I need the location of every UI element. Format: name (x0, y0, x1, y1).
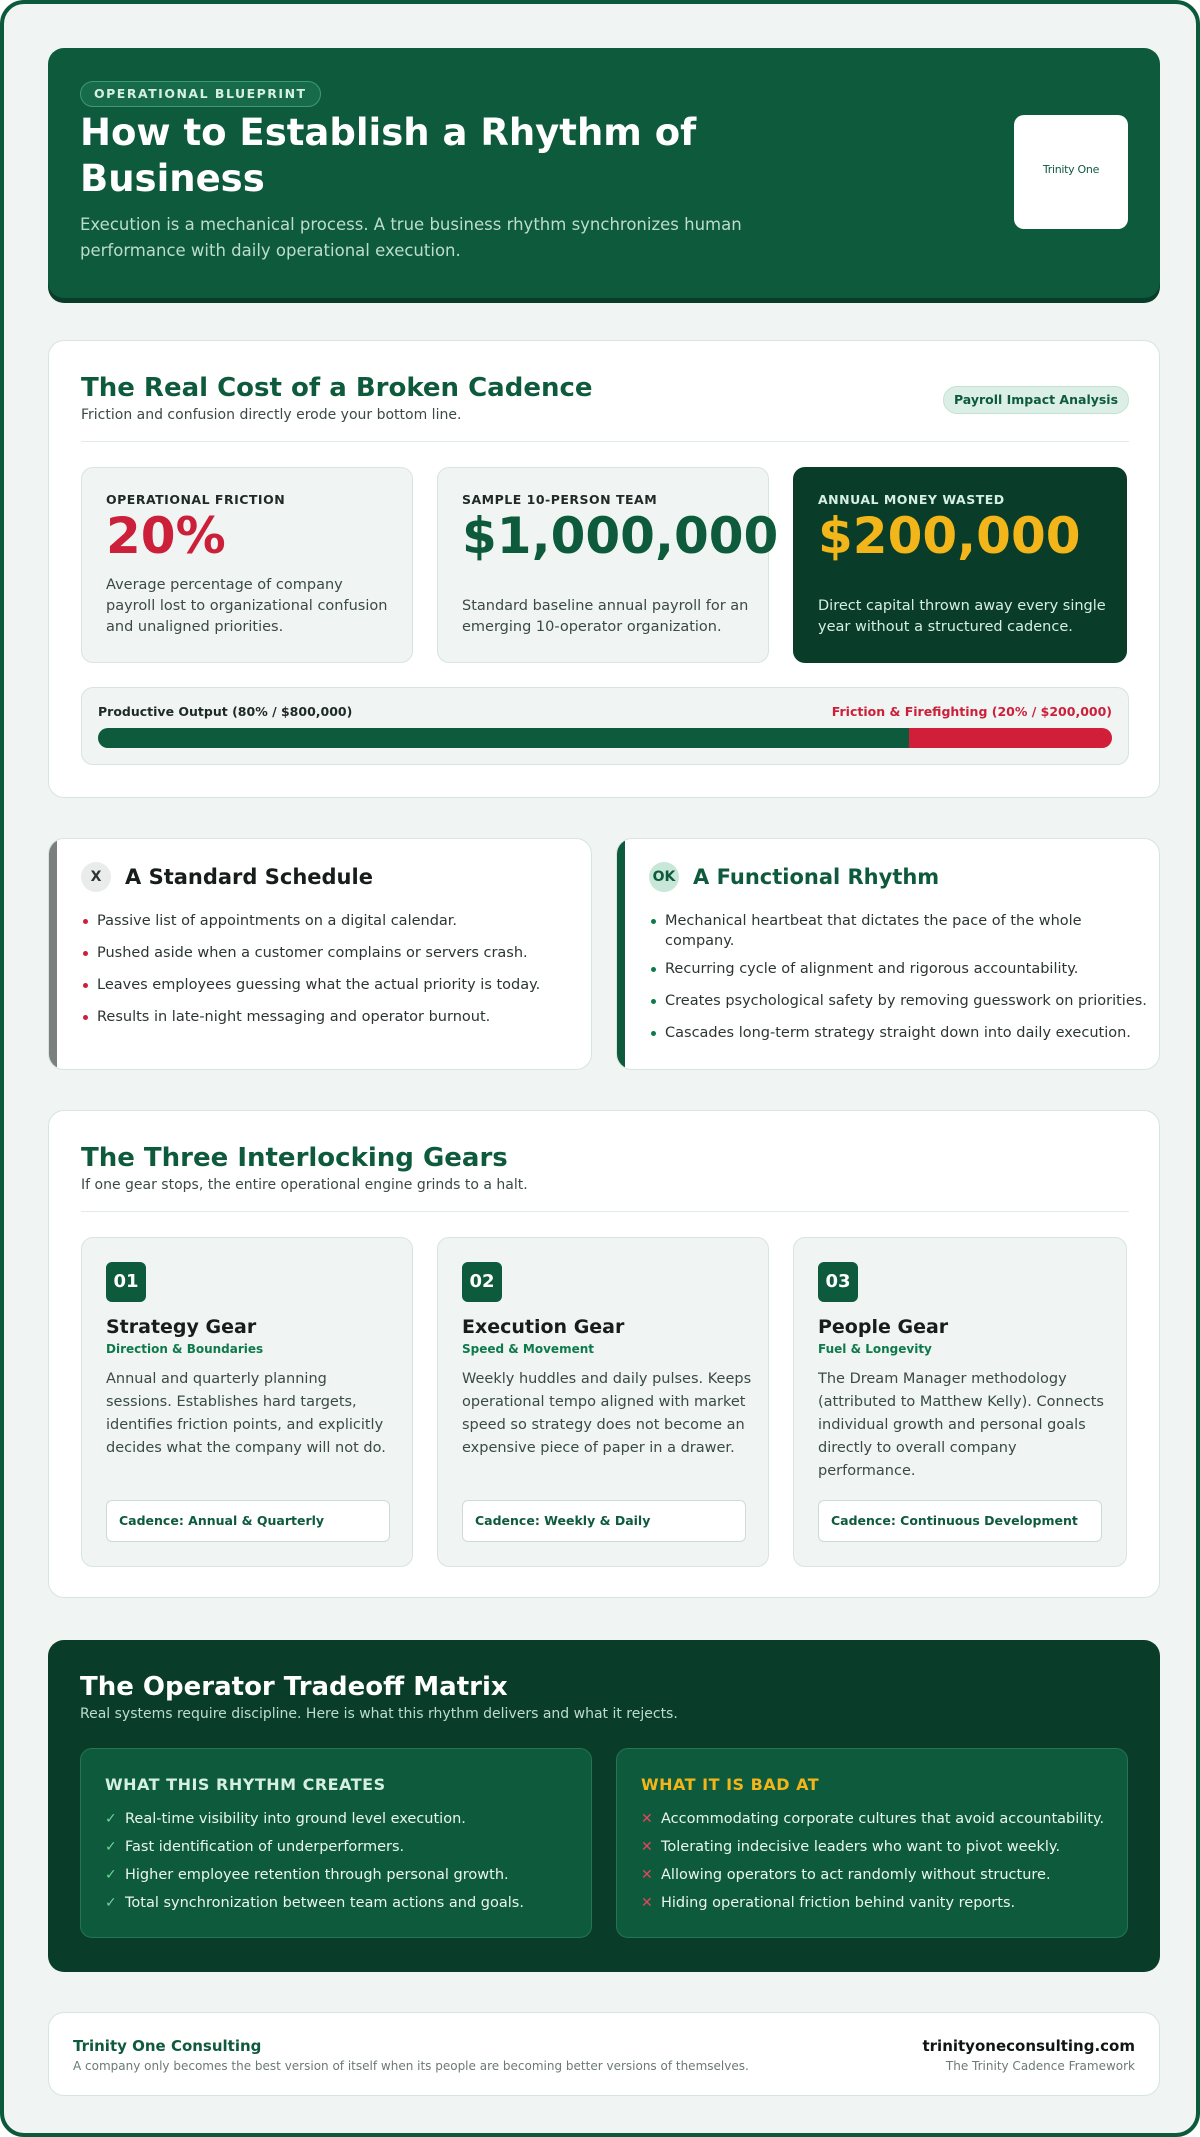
cost-subtitle: Friction and confusion directly erode your bottom line. (81, 407, 462, 423)
check-icon: OK (649, 862, 679, 892)
functional-title: A Functional Rhythm (693, 865, 940, 889)
gear-number: 03 (818, 1262, 858, 1302)
tradeoff-matrix (48, 1640, 1160, 1972)
check-icon: ✓ (105, 1895, 117, 1911)
check-icon: ✓ (105, 1839, 117, 1855)
bullet-icon (651, 999, 656, 1004)
standard-schedule-card (48, 838, 592, 1070)
gears-card (48, 1110, 1160, 1598)
list-item: Results in late-night messaging and operator burnout. (97, 1009, 491, 1025)
standard-title: A Standard Schedule (125, 865, 373, 889)
hero-banner (48, 48, 1160, 298)
list-item: Leaves employees guessing what the actual priority is today. (97, 977, 541, 993)
list-item: Real-time visibility into ground level execution. (125, 1811, 466, 1827)
bad-at-heading: WHAT IT IS BAD AT (641, 1775, 820, 1794)
productive-segment (98, 728, 909, 748)
gear-desc: Weekly huddles and daily pulses. Keeps operational tempo aligned with market speed so strategy does not become an expensive piece of paper in a drawer. (462, 1371, 752, 1456)
list-item: Mechanical heartbeat that dictates the pace of the whole company. (665, 913, 1082, 949)
list-item: Recurring cycle of alignment and rigorous accountability. (665, 961, 1079, 977)
cross-icon: ✕ (641, 1867, 653, 1883)
gear-subtitle: Fuel & Longevity (818, 1342, 932, 1356)
gear-strategy (81, 1237, 413, 1567)
creates-panel (80, 1748, 592, 1938)
stat-desc: Standard baseline annual payroll for an emerging 10-operator organization. (462, 598, 749, 635)
gear-title: People Gear (818, 1316, 949, 1338)
matrix-subtitle: Real systems require discipline. Here is what this rhythm delivers and what it rejects. (80, 1706, 678, 1722)
list-item: Allowing operators to act randomly without structure. (661, 1867, 1051, 1883)
page-title: How to Establish a Rhythm of Business (80, 111, 697, 200)
cost-card (48, 340, 1160, 798)
stat-team (437, 467, 779, 663)
stat-label: OPERATIONAL FRICTION (106, 492, 286, 507)
stat-friction (81, 467, 413, 663)
stat-value: $200,000 (818, 507, 1081, 565)
footer-brand: Trinity One Consulting (73, 2037, 262, 2055)
bullet-icon (651, 1031, 656, 1036)
stat-value: $1,000,000 (462, 507, 779, 565)
gear-title: Execution Gear (462, 1316, 625, 1338)
gears-subtitle: If one gear stops, the entire operational engine grinds to a halt. (81, 1177, 528, 1193)
gear-number: 01 (106, 1262, 146, 1302)
cross-icon: ✕ (641, 1895, 653, 1911)
gear-cadence: Cadence: Weekly & Daily (462, 1500, 746, 1542)
logo (1014, 115, 1128, 229)
payroll-pill: Payroll Impact Analysis (943, 386, 1129, 414)
friction-segment (909, 728, 1112, 748)
gear-desc: Annual and quarterly planning sessions. Establishes hard targets, identifies friction points, and explicitly decides what the company will not do. (106, 1371, 386, 1456)
stat-value: 20% (106, 507, 226, 565)
footer-url[interactable]: trinityoneconsulting.com (922, 2037, 1135, 2055)
payroll-bar-panel (81, 687, 1129, 765)
list-item: Total synchronization between team actions and goals. (125, 1895, 524, 1911)
logo-text: Trinity One (1042, 163, 1100, 176)
bullet-icon (651, 967, 656, 972)
gear-subtitle: Speed & Movement (462, 1342, 594, 1356)
list-item: Pushed aside when a customer complains or servers crash. (97, 945, 528, 961)
bullet-icon (83, 919, 88, 924)
cost-title: The Real Cost of a Broken Cadence (81, 373, 593, 403)
gear-execution (437, 1237, 769, 1567)
gear-number: 02 (462, 1262, 502, 1302)
matrix-title: The Operator Tradeoff Matrix (80, 1672, 508, 1702)
list-item: Hiding operational friction behind vanity reports. (661, 1895, 1016, 1911)
gear-people (793, 1237, 1127, 1567)
list-item: Passive list of appointments on a digital calendar. (97, 913, 458, 929)
stat-label: SAMPLE 10-PERSON TEAM (462, 492, 658, 507)
bullet-icon (83, 951, 88, 956)
list-item: Creates psychological safety by removing guesswork on priorities. (665, 993, 1147, 1009)
footer-framework: The Trinity Cadence Framework (945, 2059, 1135, 2073)
card-stripe (617, 839, 625, 1069)
footer (48, 2012, 1160, 2096)
check-icon: ✓ (105, 1867, 117, 1883)
payroll-bar (98, 728, 1112, 748)
gear-subtitle: Direction & Boundaries (106, 1342, 264, 1356)
check-icon: ✓ (105, 1811, 117, 1827)
bullet-icon (83, 1015, 88, 1020)
gears-title: The Three Interlocking Gears (81, 1143, 508, 1173)
gear-title: Strategy Gear (106, 1316, 257, 1338)
gear-cadence: Cadence: Annual & Quarterly (106, 1500, 390, 1542)
stat-desc: Direct capital thrown away every single year without a structured cadence. (818, 598, 1106, 635)
gear-cadence: Cadence: Continuous Development (818, 1500, 1102, 1542)
cross-icon: ✕ (641, 1811, 653, 1827)
creates-heading: WHAT THIS RHYTHM CREATES (105, 1775, 386, 1794)
divider (81, 441, 1129, 442)
list-item: Accommodating corporate cultures that avoid accountability. (661, 1811, 1105, 1827)
cross-icon: ✕ (641, 1839, 653, 1855)
bad-at-panel (616, 1748, 1128, 1938)
divider (81, 1211, 1129, 1212)
list-item: Cascades long-term strategy straight down into daily execution. (665, 1025, 1131, 1041)
stat-label: ANNUAL MONEY WASTED (818, 492, 1005, 507)
hero-tag: OPERATIONAL BLUEPRINT (80, 81, 321, 107)
bullet-icon (83, 983, 88, 988)
list-item: Fast identification of underperformers. (125, 1839, 405, 1855)
hero-subtitle: Execution is a mechanical process. A true business rhythm synchronizes human performance with daily operational execution. (80, 215, 742, 260)
gear-desc: The Dream Manager methodology (attributed to Matthew Kelly). Connects individual growth and personal goals directly to overall company performance. (818, 1371, 1104, 1479)
x-icon: X (81, 862, 111, 892)
productive-label: Productive Output (80% / $800,000) (98, 704, 353, 719)
list-item: Higher employee retention through personal growth. (125, 1867, 509, 1883)
bullet-icon (651, 919, 656, 924)
list-item: Tolerating indecisive leaders who want to pivot weekly. (661, 1839, 1061, 1855)
footer-tagline: A company only becomes the best version of itself when its people are becoming better versions of themselves. (73, 2059, 749, 2073)
stat-wasted (793, 467, 1127, 663)
friction-label: Friction & Firefighting (20% / $200,000) (831, 704, 1112, 719)
stat-desc: Average percentage of company payroll lost to organizational confusion and unaligned priorities. (106, 577, 388, 635)
card-stripe (49, 839, 57, 1069)
functional-rhythm-card (616, 838, 1160, 1070)
